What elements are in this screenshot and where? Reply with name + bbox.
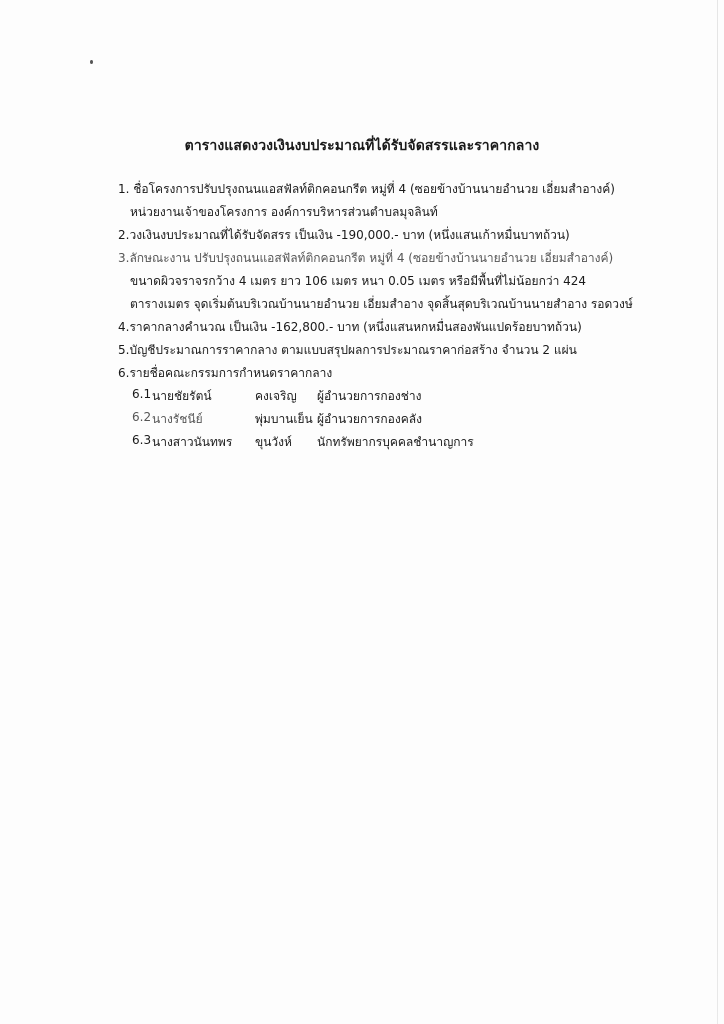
member-position: นักทรัพยากรบุคคลชำนาญการ: [317, 435, 474, 449]
item-3-location: ตารางเมตร จุดเริ่มต้นบริเวณบ้านนายอำนวย เอี่ยมสำอาง จุดสิ้นสุดบริเวณบ้านนายสำอาง รอดวงษ์: [130, 297, 633, 311]
item-3-dimensions: ขนาดผิวจราจรกว้าง 4 เมตร ยาว 106 เมตร หนา 0.05 เมตร หรือมีพื้นที่ไม่น้อยกว่า 424: [130, 274, 587, 288]
member-surname: พุ่มบานเย็น: [255, 412, 313, 426]
item-6-committee-heading: 6.รายชื่อคณะกรรมการกำหนดราคากลาง: [118, 366, 333, 380]
member-number: 6.1: [132, 387, 152, 401]
member-surname: คงเจริญ: [255, 389, 297, 403]
item-3-work-description: 3.ลักษณะงาน ปรับปรุงถนนแอสฟัลท์ติกคอนกรีต หมู่ที่ 4 (ซอยข้างบ้านนายอำนวย เอี่ยมสำอางค์): [118, 251, 614, 265]
item-5-price-list: 5.บัญชีประมาณการราคากลาง ตามแบบสรุปผลการประมาณราคาก่อสร้าง จำนวน 2 แผ่น: [118, 343, 577, 357]
item-2-budget: 2.วงเงินงบประมาณที่ได้รับจัดสรร เป็นเงิน -190,000.- บาท (หนึ่งแสนเก้าหมื่นบาทถ้วน): [118, 228, 570, 242]
member-name: นายชัยรัตน์: [152, 389, 212, 403]
member-position: ผู้อำนวยการกองคลัง: [317, 412, 422, 426]
document-title: ตารางแสดงวงเงินงบประมาณที่ได้รับจัดสรรและราคากลาง: [184, 138, 540, 154]
member-number: 6.3: [132, 433, 152, 447]
item-1-owner-agency: หน่วยงานเจ้าของโครงการ องค์การบริหารส่วนตำบลมุจลินท์: [130, 205, 438, 219]
member-name: นางรัชนีย์: [152, 412, 203, 426]
member-position: ผู้อำนวยการกองช่าง: [317, 389, 422, 403]
member-name: นางสาวนันทพร: [152, 435, 233, 449]
item-1-project-name: 1. ชื่อโครงการปรับปรุงถนนแอสฟัลท์ติกคอนกรีต หมู่ที่ 4 (ซอยข้างบ้านนายอำนวย เอี่ยมสำอางค์): [118, 182, 615, 196]
item-4-median-price: 4.ราคากลางคำนวณ เป็นเงิน -162,800.- บาท (หนึ่งแสนหกหมื่นสองพันแปดร้อยบาทถ้วน): [118, 320, 582, 334]
member-number: 6.2: [132, 410, 152, 424]
member-surname: ขุนวังห์: [255, 435, 292, 449]
scan-speck: [90, 60, 93, 64]
